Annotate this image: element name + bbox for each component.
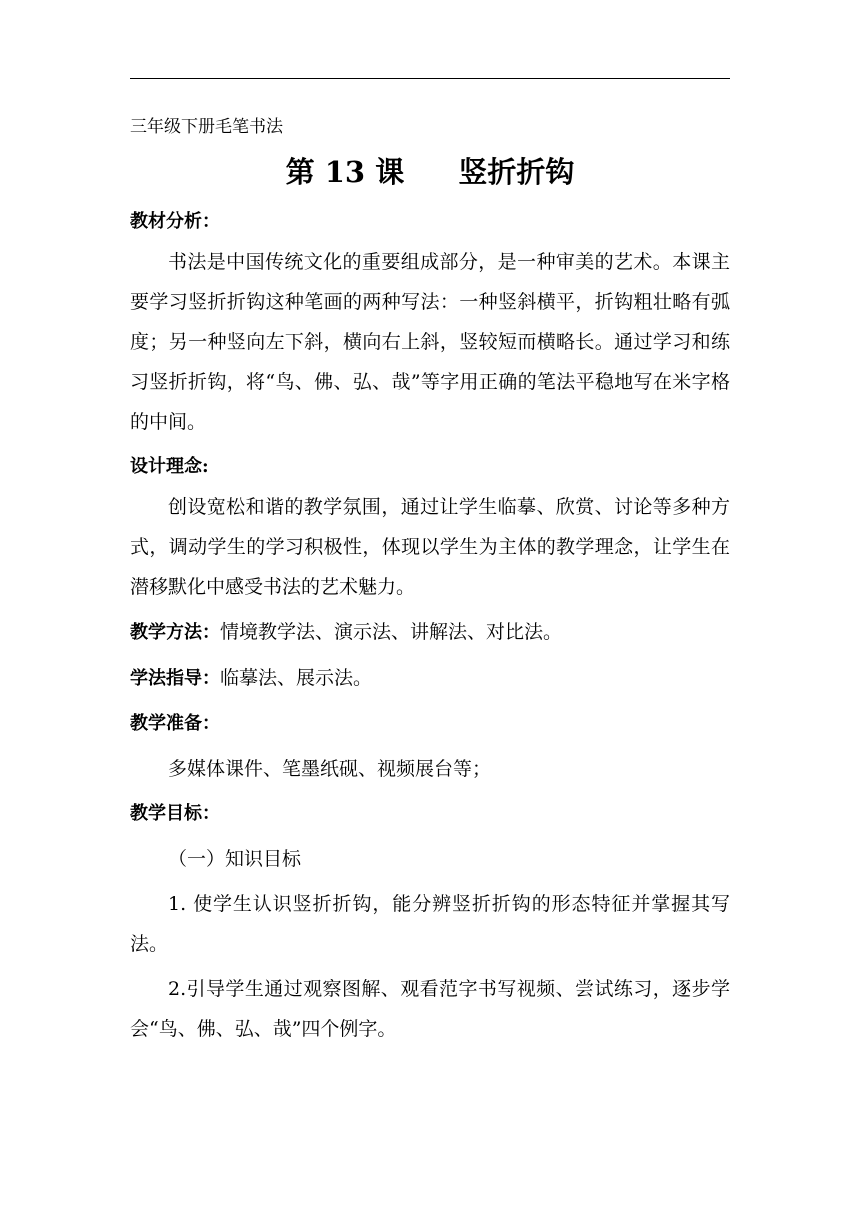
course-subtitle: 三年级下册毛笔书法 [130,117,283,137]
prep-text: 多媒体课件、笔墨纸砚、视频展台等； [168,758,492,780]
lesson-number: 第 13 课 [285,155,405,189]
guide-heading: 学法指导： [130,668,220,689]
concept-text: 创设宽松和谐的教学氛围，通过让学生临摹、欣赏、讨论等多种方式，调动学生的学习积极性，体现以学生为主体的教学理念，让学生在潜移默化中感受书法的艺术魅力。 [130,496,730,598]
guide-line [130,658,730,699]
header-rule [130,78,730,79]
analysis-text: 书法是中国传统文化的重要组成部分，是一种审美的艺术。本课主要学习竖折折钩这种笔画的两种写法：一种竖斜横平，折钩粗壮略有弧度；另一种竖向左下斜，横向右上斜，竖较短而横略长。通过学习和练习竖折折钩，将“鸟、佛、弘、哉”等字用正确的笔法平稳地写在米字格的中间。 [130,251,730,433]
prep-heading: 教学准备： [130,713,220,734]
goal-item-2: 2.引导学生通过观察图解、观看范字书写视频、尝试练习，逐步学会“鸟、佛、弘、哉”四个例字。 [130,978,730,1040]
concept-heading: 设计理念: [130,456,209,477]
method-heading: 教学方法： [130,622,220,643]
guide-text: 临摹法、展示法。 [220,667,373,689]
method-line [130,612,730,653]
lesson-topic: 竖折折钩 [458,155,575,189]
document-body [130,108,730,1049]
goals-heading: 教学目标： [130,803,220,824]
analysis-heading: 教材分析： [130,211,220,232]
method-text: 情境教学法、演示法、讲解法、对比法。 [220,621,563,643]
goals-subheading: （一）知识目标 [168,848,302,870]
lesson-title [130,146,730,198]
goal-item-1: 1. 使学生认识竖折折钩，能分辨竖折折钩的形态特征并掌握其写法。 [130,893,730,955]
